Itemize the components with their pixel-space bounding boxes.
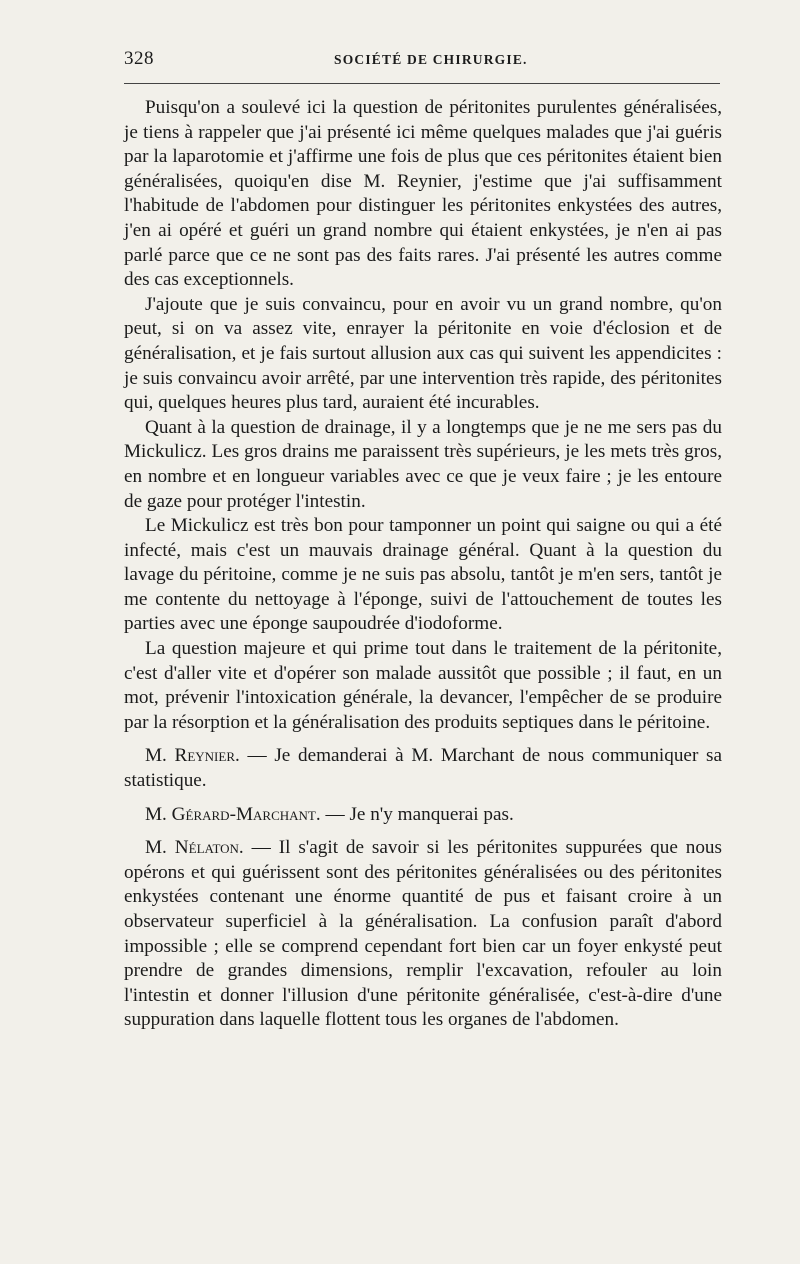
page-number: 328 xyxy=(124,48,154,69)
speech-prefix: M. xyxy=(145,745,175,767)
speech-prefix: M. xyxy=(145,803,172,825)
speech-text: — Il s'agit de savoir si les péritonites suppurées que nous opérons et qui guérissent sont des péritonites généralisées ou des péritonites enkystées contenant une énorme quantité de pus et faisant croire à un observateur superficiel à la généralisation. La confusion paraît d'abord impossible ; elle se comprend cependant fort bien car un foyer enkysté peut prendre de grandes dimensions, remplir l'excavation, refouler au loin l'intestin et donner l'illusion d'une péritonite généralisée, c'est-à-dire d'une suppuration dans laquelle flottent tous les organes de l'abdomen. xyxy=(124,837,722,1031)
paragraph-3: Quant à la question de drainage, il y a longtemps que je ne me sers pas du Mickulicz. Les gros drains me paraissent très supérieurs, je les mets très gros, en nombre et en longueur variables avec ce que je veux faire ; je les entoure de gaze pour protéger l'intestin. xyxy=(124,416,722,512)
speech-prefix: M. xyxy=(145,837,175,859)
speech-reynier xyxy=(124,744,722,793)
speech-text: — Je n'y manquerai pas. xyxy=(320,803,514,825)
header-rule xyxy=(124,83,720,84)
running-title: SOCIÉTÉ DE CHIRURGIE. xyxy=(334,52,528,67)
page-body xyxy=(124,96,722,1033)
speech-text: — Je demanderai à M. Marchant de nous communiquer sa statistique. xyxy=(124,745,722,792)
speaker-name: Gérard-Marchant. xyxy=(171,803,321,825)
speech-nelaton xyxy=(124,836,722,1033)
speaker-name: Reynier. xyxy=(174,745,240,767)
speech-gerard-marchant xyxy=(124,803,722,828)
paragraph-5: La question majeure et qui prime tout dans le traitement de la péritonite, c'est d'aller vite et d'opérer son malade aussitôt que possible ; il faut, en un mot, prévenir l'intoxication générale, la devancer, l'empêcher de se produire par la résorption et la généralisation des produits septiques dans le péritoine. xyxy=(124,638,722,733)
page-header xyxy=(124,48,724,72)
speaker-name: Nélaton. xyxy=(174,837,244,859)
paragraph-4: Le Mickulicz est très bon pour tamponner un point qui saigne ou qui a été infecté, mais c'est un mauvais drainage général. Quant à la question du lavage du péritoine, comme je ne suis pas absolu, tantôt je m'en sers, tantôt je me contente du nettoyage à l'éponge, suivi de l'attouchement de toutes les parties avec une éponge saupoudrée d'iodoforme. xyxy=(124,515,722,635)
paragraph-2: J'ajoute que je suis convaincu, pour en avoir vu un grand nombre, qu'on peut, si on va assez vite, enrayer la péritonite en voie d'éclosion et de généralisation, et je fais surtout allusion aux cas qui suivent les appendicites : je suis convaincu avoir arrêté, par une intervention très rapide, des péritonites qui, quelques heures plus tard, auraient été incurables. xyxy=(124,293,722,414)
paragraph-1: Puisqu'on a soulevé ici la question de péritonites purulentes généralisées, je tiens à rappeler que j'ai présenté ici même quelques malades que j'ai guéris par la laparotomie et j'affirme une fois de plus que ces péritonites étaient bien généralisées, quoiqu'en dise M. Reynier, j'estime que j'ai suffisamment l'habitude de l'abdomen pour distinguer les péritonites enkystées des autres, j'en ai opéré et guéri un grand nombre qui étaient enkystées, je n'en ai pas parlé parce que ce ne sont pas des faits rares. J'ai présenté les autres comme des cas exceptionnels. xyxy=(124,97,722,291)
